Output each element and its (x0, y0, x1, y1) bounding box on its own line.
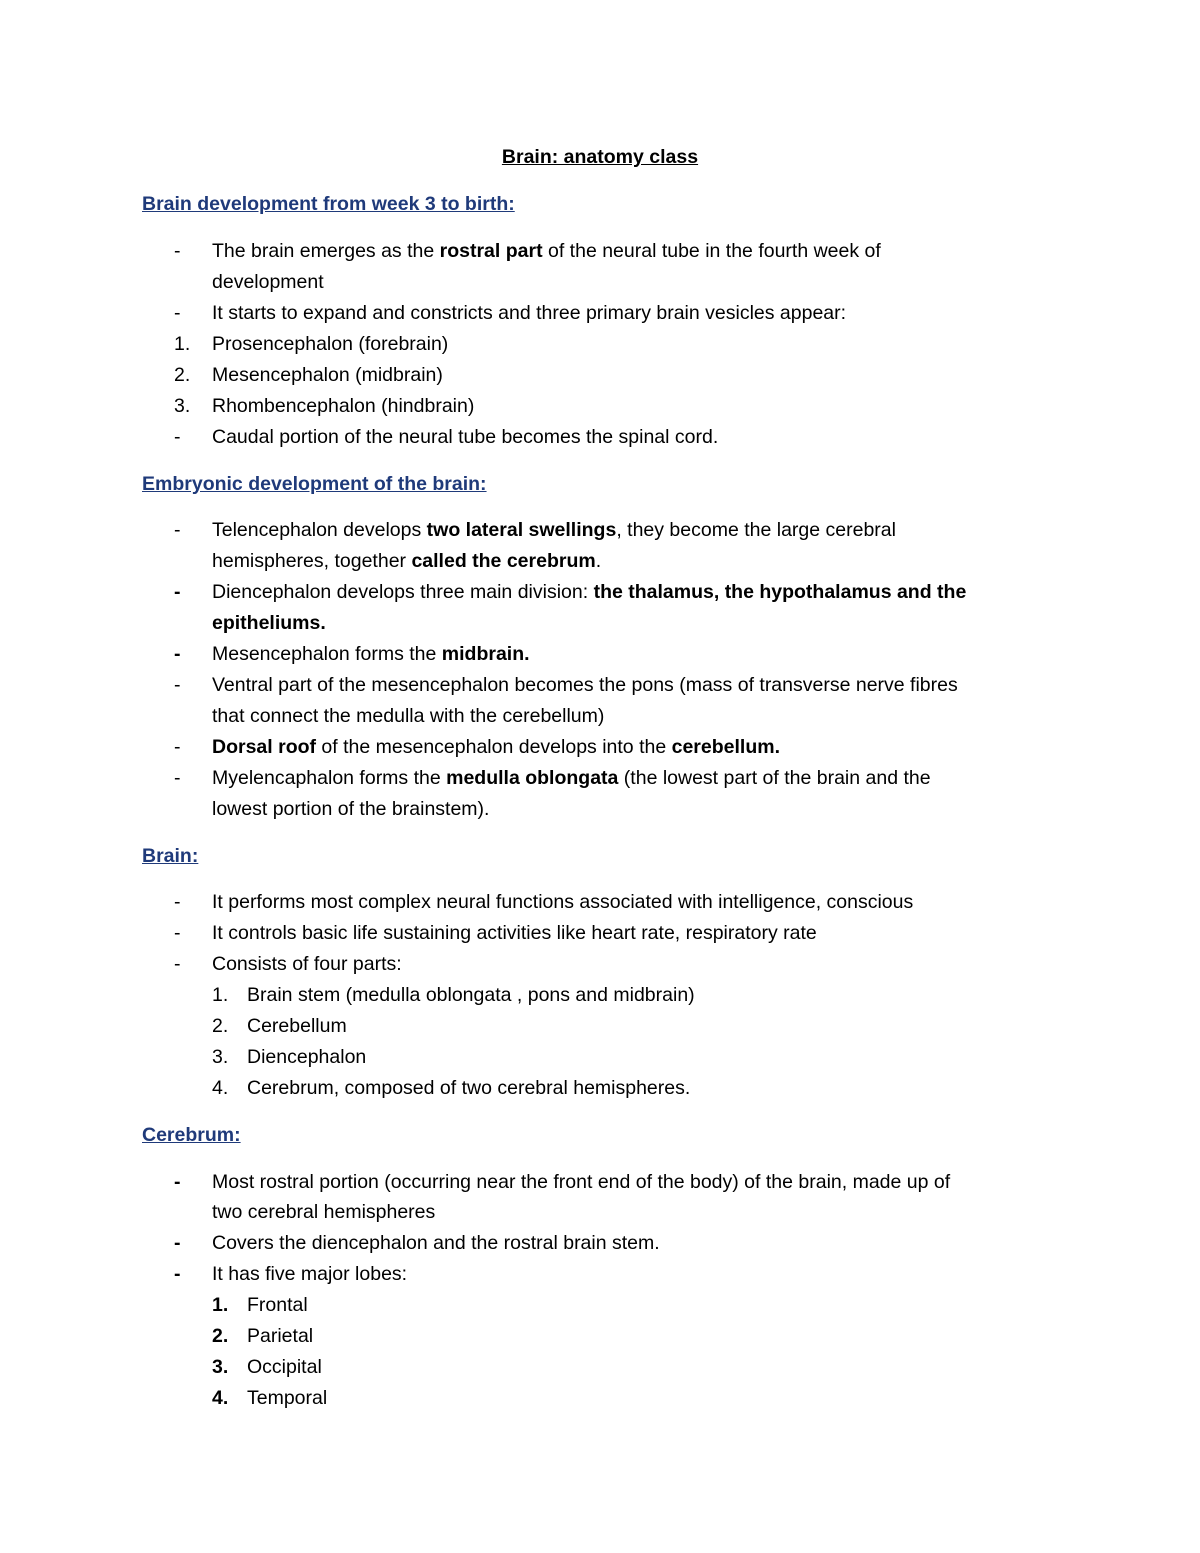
bullet-marker: - (174, 891, 181, 913)
number-marker: 4. (212, 1077, 229, 1099)
number-marker: 2. (174, 364, 191, 386)
sub-list-item: Brain stem (medulla oblongata , pons and midbrain) (247, 984, 695, 1006)
sub-list-item: Diencephalon (247, 1046, 367, 1068)
bullet-marker: - (174, 426, 181, 448)
list-item-continuation: that connect the medulla with the cerebellum) (212, 705, 605, 727)
list-item: It has five major lobes: (212, 1263, 408, 1285)
list-item: Mesencephalon forms the midbrain. (212, 643, 530, 665)
list-item: The brain emerges as the rostral part of the neural tube in the fourth week of (212, 240, 881, 262)
bullet-marker: - (174, 767, 181, 789)
bullet-marker: - (174, 736, 181, 758)
section-heading: Brain: (142, 845, 199, 867)
bullet-marker: - (174, 953, 181, 975)
sub-list-item: Frontal (247, 1294, 308, 1316)
number-marker: 2. (212, 1015, 229, 1037)
document-title: Brain: anatomy class (501, 146, 699, 168)
number-marker: 3. (212, 1356, 229, 1378)
list-item: Caudal portion of the neural tube becomes the spinal cord. (212, 426, 719, 448)
sub-list-item: Temporal (247, 1387, 328, 1409)
list-item: Diencephalon develops three main division: the thalamus, the hypothalamus and the (212, 581, 967, 603)
list-item: It performs most complex neural functions associated with intelligence, conscious (212, 891, 914, 913)
list-item: Myelencaphalon forms the medulla oblongata (the lowest part of the brain and the (212, 767, 931, 789)
sub-list-item: Cerebrum, composed of two cerebral hemispheres. (247, 1077, 691, 1099)
bullet-marker: - (174, 1263, 181, 1285)
section-heading: Embryonic development of the brain: (142, 473, 487, 495)
bullet-marker: - (174, 643, 181, 665)
number-marker: 1. (212, 1294, 229, 1316)
list-item: Rhombencephalon (hindbrain) (212, 395, 475, 417)
number-marker: 1. (212, 984, 229, 1006)
list-item-continuation: development (212, 271, 324, 293)
bullet-marker: - (174, 922, 181, 944)
list-item: It starts to expand and constricts and three primary brain vesicles appear: (212, 302, 847, 324)
number-marker: 4. (212, 1387, 229, 1409)
list-item-continuation: lowest portion of the brainstem). (212, 798, 490, 820)
list-item: Mesencephalon (midbrain) (212, 364, 443, 386)
sub-list-item: Cerebellum (247, 1015, 347, 1037)
bullet-marker: - (174, 1171, 181, 1193)
sub-list-item: Occipital (247, 1356, 322, 1378)
list-item: Prosencephalon (forebrain) (212, 333, 449, 355)
list-item: Ventral part of the mesencephalon becomes the pons (mass of transverse nerve fibres (212, 674, 958, 696)
number-marker: 2. (212, 1325, 229, 1347)
sub-list-item: Parietal (247, 1325, 314, 1347)
number-marker: 1. (174, 333, 191, 355)
list-item-continuation: two cerebral hemispheres (212, 1201, 436, 1223)
section-heading: Brain development from week 3 to birth: (142, 193, 515, 215)
list-item: Covers the diencephalon and the rostral brain stem. (212, 1232, 660, 1254)
bullet-marker: - (174, 674, 181, 696)
bullet-marker: - (174, 519, 181, 541)
number-marker: 3. (174, 395, 191, 417)
list-item-continuation: hemispheres, together called the cerebrum. (212, 550, 602, 572)
list-item: It controls basic life sustaining activities like heart rate, respiratory rate (212, 922, 817, 944)
bullet-marker: - (174, 302, 181, 324)
bullet-marker: - (174, 1232, 181, 1254)
list-item-continuation: epitheliums. (212, 612, 326, 634)
list-item: Telencephalon develops two lateral swellings, they become the large cerebral (212, 519, 896, 541)
list-item: Consists of four parts: (212, 953, 402, 975)
list-item: Dorsal roof of the mesencephalon develops into the cerebellum. (212, 736, 780, 758)
bullet-marker: - (174, 240, 181, 262)
section-heading: Cerebrum: (142, 1124, 241, 1146)
list-item: Most rostral portion (occurring near the front end of the body) of the brain, made up of (212, 1171, 951, 1193)
number-marker: 3. (212, 1046, 229, 1068)
bullet-marker: - (174, 581, 181, 603)
